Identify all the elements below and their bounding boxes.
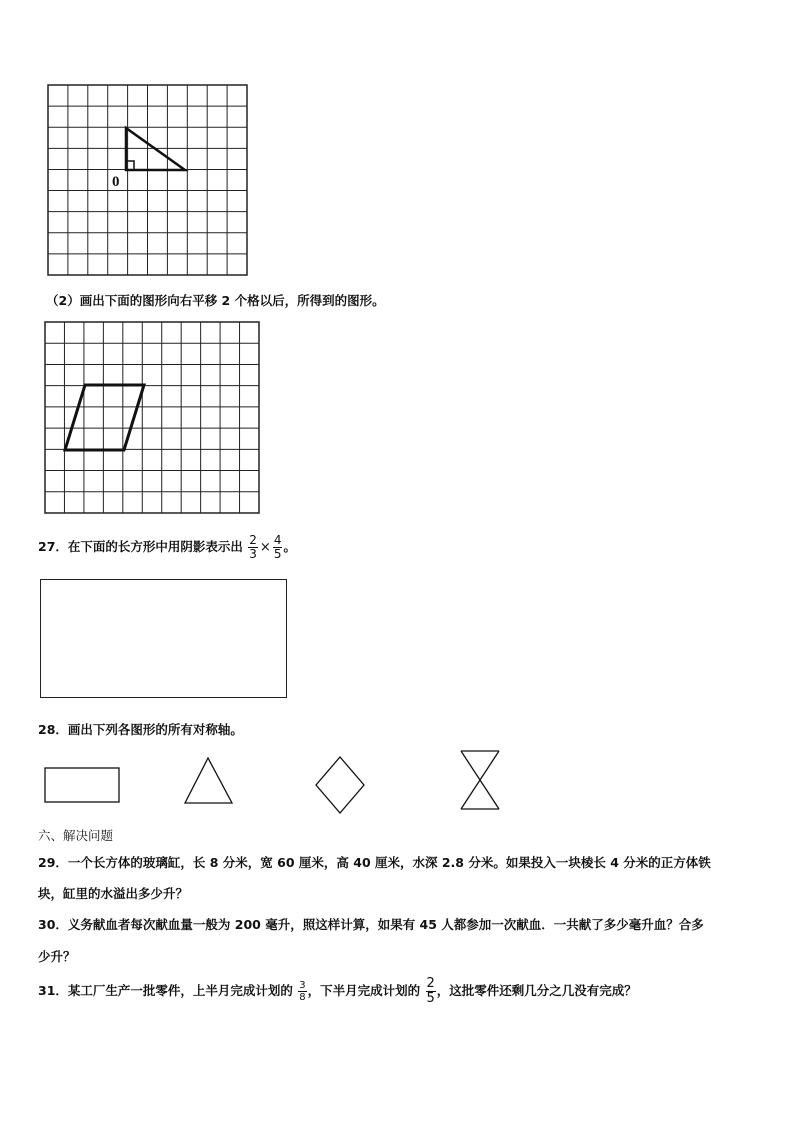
symmetry-shapes	[40, 745, 510, 815]
parallelogram-grid-figure	[44, 321, 262, 515]
rhombus-shape	[316, 757, 364, 813]
question-30-line-2: 少升？	[38, 949, 76, 964]
question-30-line-1: 30．义务献血者每次献血量一般为 200 毫升，照这样计算，如果有 45 人都参加一次献血．一共献了多少毫升血？合多	[38, 917, 704, 932]
question-27: 27．在下面的长方形中用阴影表示出 $\frac{2}{3}$ × $\frac{4}{5}$ 。	[38, 533, 296, 561]
fraction-two-thirds: $\frac{2}{3}$	[249, 533, 257, 561]
origin-label: 0	[112, 174, 120, 190]
grid-lines	[45, 322, 259, 513]
question-29-line-1: 29．一个长方体的玻璃缸，长 8 分米，宽 60 厘米，高 40 厘米，水深 2.8 分米。如果投入一块棱长 4 分米的正方体铁	[38, 855, 711, 870]
fraction-two-fifths: $\frac{2}{5}$	[426, 976, 435, 1006]
times-sign: ×	[259, 540, 271, 555]
fraction-four-fifths: $\frac{4}{5}$	[273, 533, 282, 561]
question-28: 28．画出下列各图形的所有对称轴。	[38, 722, 243, 737]
section-6-title: 六、解决问题	[38, 828, 114, 843]
fraction-three-eighths: $\frac{3}{8}$	[299, 980, 306, 1003]
rectangle-to-shade[interactable]	[40, 579, 287, 698]
right-triangle-shape	[126, 128, 185, 170]
question-26-2: （2）画出下面的图形向右平移 2 个格以后，所得到的图形。	[46, 293, 385, 308]
question-29-line-2: 块，缸里的水溢出多少升？	[38, 886, 189, 901]
question-31: 31．某工厂生产一批零件，上半月完成计划的 $\frac{3}{8}$ ，下半月完成计划的 $\frac{2}{5}$ ，这批零件还剩几分之几没有完成？	[38, 976, 637, 1006]
triangle-grid-figure	[44, 84, 250, 278]
hourglass-shape	[461, 751, 499, 809]
equilateral-triangle-shape	[185, 758, 232, 803]
rectangle-shape	[45, 768, 119, 802]
parallelogram-shape	[65, 385, 144, 450]
grid-lines	[48, 85, 247, 275]
question-27-text: 27．在下面的长方形中用阴影表示出	[38, 539, 243, 554]
